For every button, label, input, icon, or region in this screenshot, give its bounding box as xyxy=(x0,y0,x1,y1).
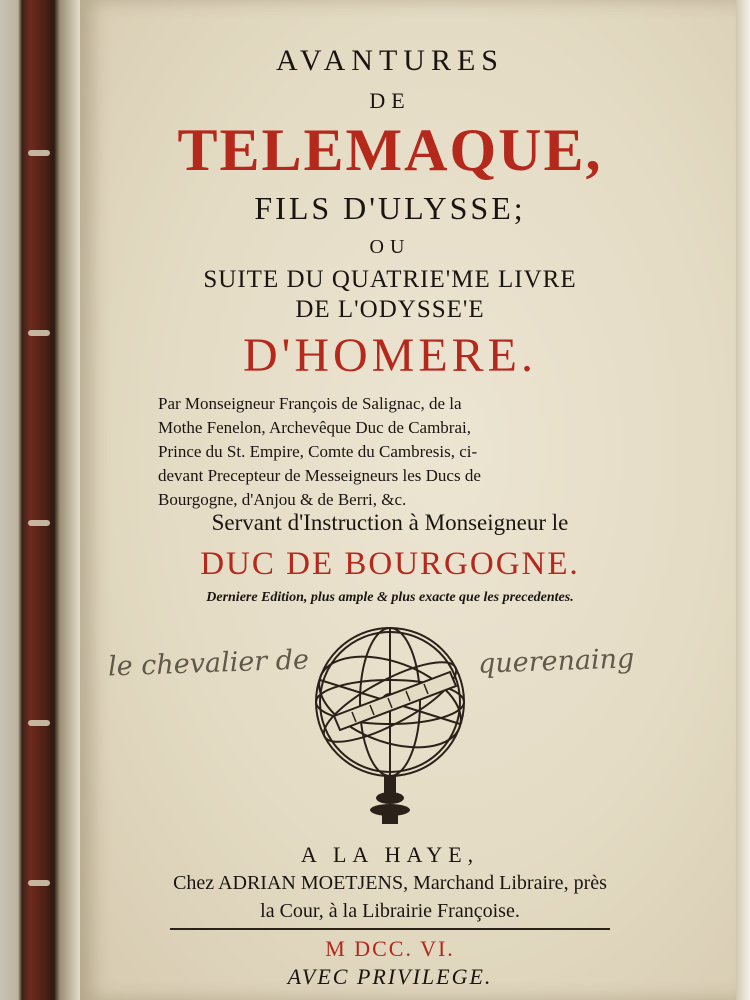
title-fils-dulysse: FILS D'ULYSSE; xyxy=(254,190,526,226)
author-line: devant Precepteur de Messeigneurs les Ducs de xyxy=(158,466,481,485)
binding-thread xyxy=(28,150,50,156)
title-homere: D'HOMERE. xyxy=(243,329,537,382)
author-line: Par Monseigneur François de Salignac, de la xyxy=(158,394,462,413)
dedication-line: Servant d'Instruction à Monseigneur le xyxy=(211,510,569,535)
title-telemaque: TELEMAQUE, xyxy=(177,117,603,183)
publication-year: M DCC. VI. xyxy=(325,936,455,961)
book-spine xyxy=(0,0,92,1000)
binding-thread xyxy=(28,720,50,726)
binding-thread xyxy=(28,880,50,886)
binding-thread xyxy=(28,520,50,526)
handwritten-owner-name: le chevalier de xyxy=(107,644,310,683)
title-suite: SUITE DU QUATRIE'ME LIVRE xyxy=(203,266,577,293)
author-block xyxy=(158,392,618,512)
rule-line xyxy=(170,928,610,930)
imprint-address: la Cour, à la Librairie Françoise. xyxy=(260,900,520,922)
author-line: Mothe Fenelon, Archevêque Duc de Cambrai, xyxy=(158,418,471,437)
edition-note: Derniere Edition, plus ample & plus exacte que les precedentes. xyxy=(206,590,574,605)
dedicatee: DUC DE BOURGOGNE. xyxy=(200,546,580,582)
imprint-publisher: Chez ADRIAN MOETJENS, Marchand Libraire, près xyxy=(173,872,607,894)
title-line-avantures: AVANTURES xyxy=(276,44,504,77)
title-line-ou: OU xyxy=(369,236,411,258)
handwritten-owner-surname: querenaing xyxy=(477,643,635,680)
imprint-city: A LA HAYE, xyxy=(300,842,480,867)
privilege-line: AVEC PRIVILEGE. xyxy=(287,964,493,989)
title-line-de: DE xyxy=(369,88,411,113)
binding-thread xyxy=(28,330,50,336)
page-edge xyxy=(736,0,750,1000)
armillary-sphere-icon xyxy=(300,620,480,830)
title-odyssee: DE L'ODYSSE'E xyxy=(295,296,485,323)
author-line: Bourgogne, d'Anjou & de Berri, &c. xyxy=(158,490,407,509)
author-line: Prince du St. Empire, Comte du Cambresis, ci- xyxy=(158,442,478,461)
